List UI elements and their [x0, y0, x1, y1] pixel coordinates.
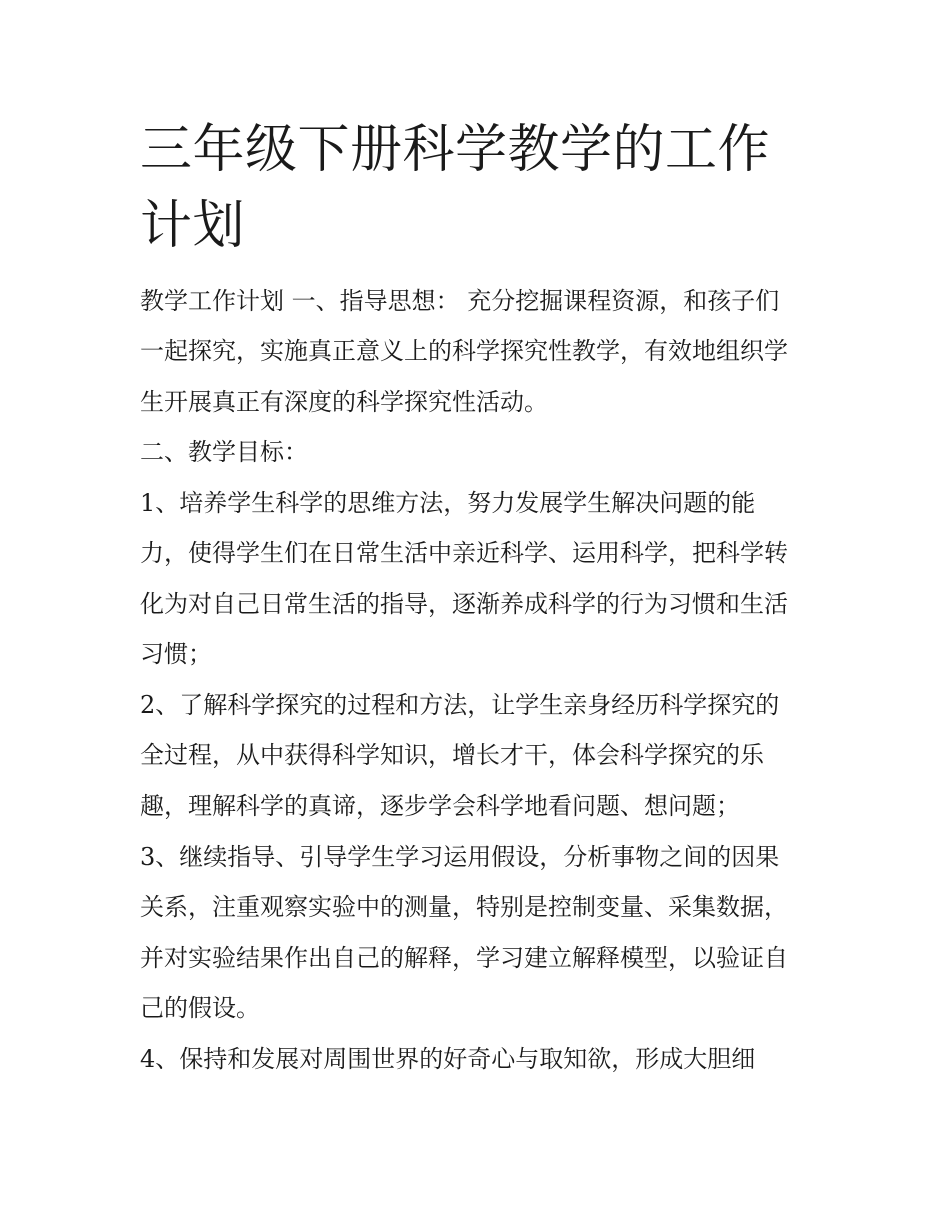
- body-line-1: 教学工作计划 一、指导思想： 充分挖掘课程资源，和孩子们: [140, 287, 780, 315]
- body-line-15: 己的假设。: [140, 994, 260, 1022]
- section-heading-objectives: 二、教学目标：: [140, 438, 308, 466]
- body-line-13: 关系，注重观察实验中的测量，特别是控制变量、采集数据，: [140, 893, 788, 921]
- body-line-10: 全过程，从中获得科学知识，增长才干，体会科学探究的乐: [140, 741, 764, 769]
- body-line-2: 一起探究，实施真正意义上的科学探究性教学，有效地组织学: [140, 337, 788, 365]
- body-line-6: 力，使得学生们在日常生活中亲近科学、运用科学，把科学转: [140, 539, 788, 567]
- body-line-12: 3、继续指导、引导学生学习运用假设，分析事物之间的因果: [140, 843, 780, 871]
- body-line-3: 生开展真正有深度的科学探究性活动。: [140, 388, 548, 416]
- body-line-14: 并对实验结果作出自己的解释，学习建立解释模型，以验证自: [140, 944, 788, 972]
- body-line-7: 化为对自己日常生活的指导，逐渐养成科学的行为习惯和生活: [140, 590, 788, 618]
- document-title: 三年级下册科学教学的工作计划: [140, 120, 771, 256]
- body-line-8: 习惯；: [140, 640, 212, 668]
- body-line-11: 趣，理解科学的真谛，逐步学会科学地看问题、想问题；: [140, 792, 740, 820]
- body-line-5: 1、培养学生科学的思维方法，努力发展学生解决问题的能: [140, 489, 756, 517]
- body-line-16: 4、保持和发展对周围世界的好奇心与取知欲，形成大胆细: [140, 1045, 756, 1073]
- body-line-9: 2、了解科学探究的过程和方法，让学生亲身经历科学探究的: [140, 691, 780, 719]
